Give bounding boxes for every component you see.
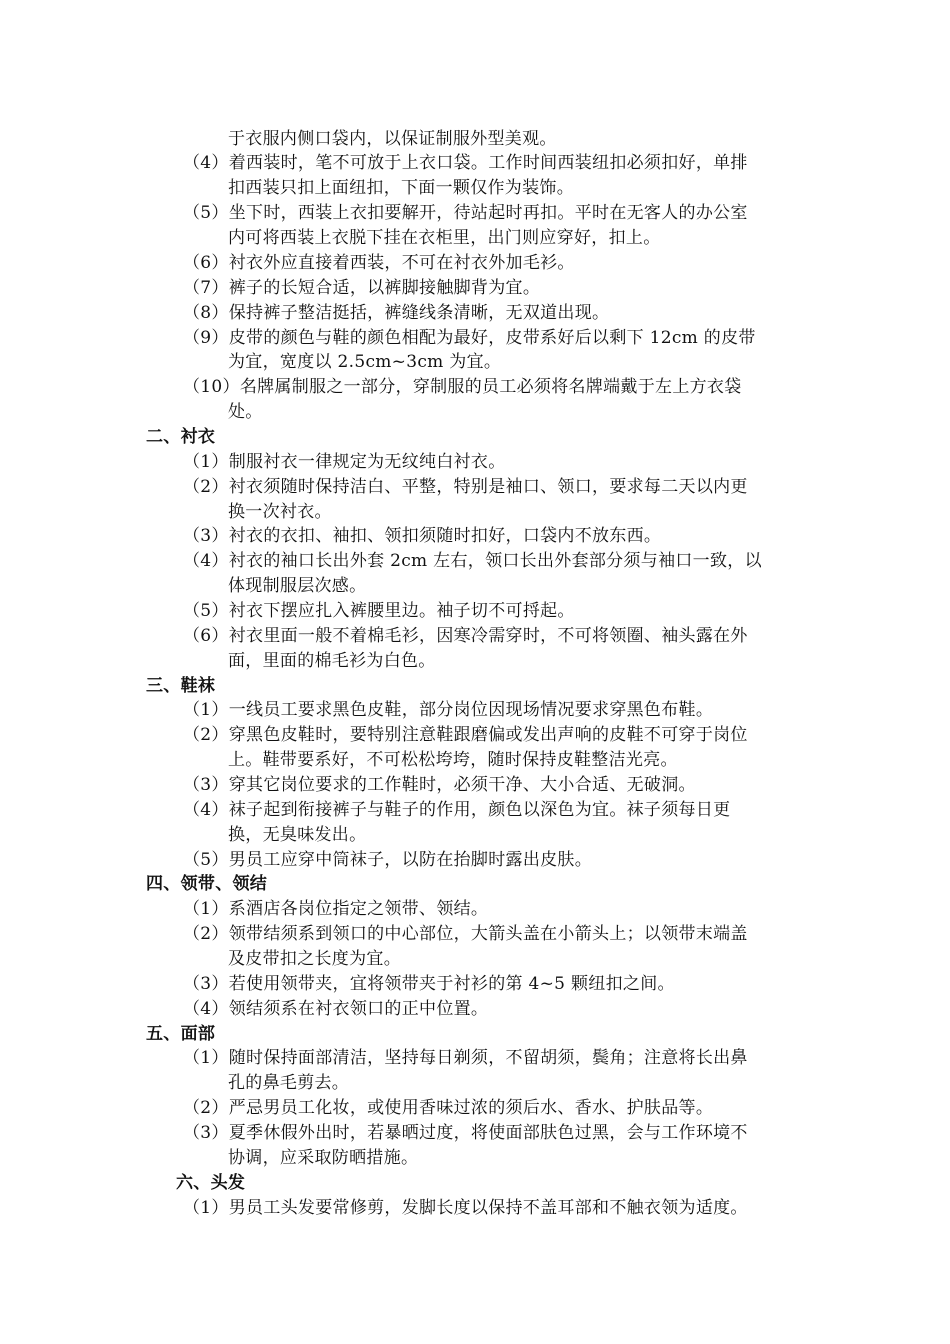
- list-item: （3）若使用领带夹，宜将领带夹于衬衫的第 4~5 颗纽扣之间。: [183, 974, 675, 994]
- text-line: 内可将西装上衣脱下挂在衣柜里，出门则应穿好，扣上。: [228, 228, 661, 248]
- list-item: （2）严忌男员工化妆，或使用香味过浓的须后水、香水、护肤品等。: [183, 1098, 714, 1118]
- text-line: 孔的鼻毛剪去。: [228, 1073, 350, 1093]
- list-item: （4）着西装时，笔不可放于上衣口袋。工作时间西装纽扣必须扣好，单排: [183, 153, 748, 173]
- list-item: （1）制服衬衣一律规定为无纹纯白衬衣。: [183, 452, 506, 472]
- section-heading: 五、面部: [146, 1024, 216, 1044]
- list-item: （4）衬衣的袖口长出外套 2cm 左右，领口长出外套部分须与袖口一致，以: [183, 551, 762, 571]
- text-line: 面，里面的棉毛衫为白色。: [228, 651, 436, 671]
- list-item: （4）领结须系在衬衣领口的正中位置。: [183, 999, 489, 1019]
- section-heading: 六、头发: [176, 1173, 246, 1193]
- list-item: （3）夏季休假外出时，若暴晒过度，将使面部肤色过黑，会与工作环境不: [183, 1123, 748, 1143]
- list-item: （10）名牌属制服之一部分，穿制服的员工必须将名牌端戴于左上方衣袋: [183, 377, 742, 397]
- list-item: （7）裤子的长短合适，以裤脚接触脚背为宜。: [183, 278, 541, 298]
- list-item: （2）领带结须系到领口的中心部位，大箭头盖在小箭头上；以领带末端盖: [183, 924, 748, 944]
- text-line: 于衣服内侧口袋内，以保证制服外型美观。: [228, 129, 557, 149]
- list-item: （6）衬衣里面一般不着棉毛衫，因寒冷需穿时，不可将领圈、袖头露在外: [183, 626, 748, 646]
- text-line: 扣西装只扣上面纽扣，下面一颗仅作为装饰。: [228, 178, 574, 198]
- text-line: 处。: [228, 402, 263, 422]
- text-line: 协调，应采取防晒措施。: [228, 1148, 419, 1168]
- list-item: （5）男员工应穿中筒袜子，以防在抬脚时露出皮肤。: [183, 850, 593, 870]
- text-line: 为宜，宽度以 2.5cm~3cm 为宜。: [228, 352, 502, 372]
- list-item: （2）穿黑色皮鞋时，要特别注意鞋跟磨偏或发出声响的皮鞋不可穿于岗位: [183, 725, 748, 745]
- text-line: 换一次衬衣。: [228, 502, 332, 522]
- list-item: （1）系酒店各岗位指定之领带、领结。: [183, 899, 489, 919]
- text-line: 上。鞋带要系好，不可松松垮垮，随时保持皮鞋整洁光亮。: [228, 750, 678, 770]
- list-item: （3）衬衣的衣扣、袖扣、领扣须随时扣好，口袋内不放东西。: [183, 526, 662, 546]
- text-line: 及皮带扣之长度为宜。: [228, 949, 401, 969]
- list-item: （6）衬衣外应直接着西装，不可在衬衣外加毛衫。: [183, 253, 575, 273]
- section-heading: 四、领带、领结: [146, 874, 268, 894]
- list-item: （1）随时保持面部清洁，坚持每日剃须，不留胡须，鬓角；注意将长出鼻: [183, 1048, 748, 1068]
- list-item: （5）坐下时，西装上衣扣要解开，待站起时再扣。平时在无客人的办公室: [183, 203, 748, 223]
- text-line: 换，无臭味发出。: [228, 825, 367, 845]
- list-item: （1）一线员工要求黑色皮鞋，部分岗位因现场情况要求穿黑色布鞋。: [183, 700, 714, 720]
- list-item: （8）保持裤子整洁挺括，裤缝线条清晰，无双道出现。: [183, 303, 610, 323]
- section-heading: 三、鞋袜: [146, 676, 216, 696]
- section-heading: 二、衬衣: [146, 427, 216, 447]
- list-item: （4）袜子起到衔接裤子与鞋子的作用，颜色以深色为宜。袜子须每日更: [183, 800, 731, 820]
- text-line: 体现制服层次感。: [228, 576, 367, 596]
- list-item: （2）衬衣须随时保持洁白、平整，特别是袖口、领口，要求每二天以内更: [183, 477, 748, 497]
- list-item: （9）皮带的颜色与鞋的颜色相配为最好，皮带系好后以剩下 12cm 的皮带: [183, 328, 756, 348]
- list-item: （1）男员工头发要常修剪，发脚长度以保持不盖耳部和不触衣领为适度。: [183, 1198, 748, 1218]
- list-item: （5）衬衣下摆应扎入裤腰里边。袖子切不可捋起。: [183, 601, 575, 621]
- list-item: （3）穿其它岗位要求的工作鞋时，必须干净、大小合适、无破洞。: [183, 775, 696, 795]
